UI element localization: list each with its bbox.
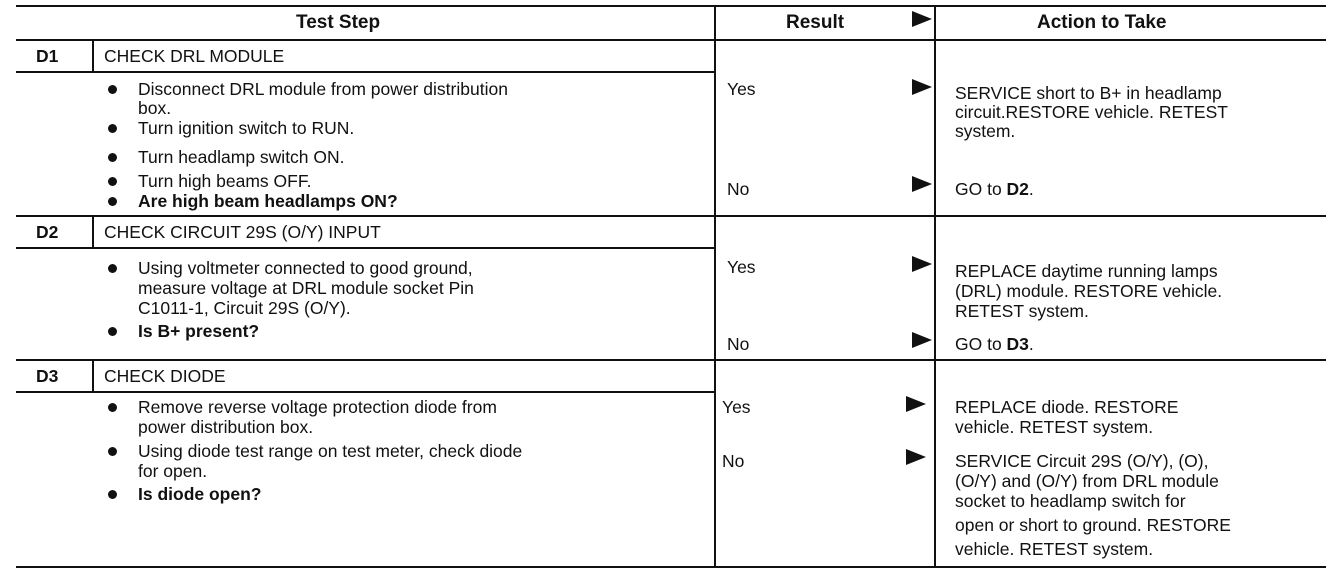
bullet-question: Is B+ present? (138, 321, 260, 341)
step-separator (16, 359, 1326, 361)
action-text: SERVICE Circuit 29S (O/Y), (O), (955, 451, 1209, 471)
result-label: Yes (727, 79, 756, 99)
step-title-underline (16, 247, 714, 249)
header-arrow-icon (912, 11, 932, 27)
bullet-icon (108, 264, 117, 273)
bullet-icon (108, 490, 117, 499)
header-result: Result (786, 12, 845, 33)
result-arrow-icon (912, 256, 932, 272)
bullet-icon (108, 124, 117, 133)
header-bottom-border (16, 39, 1326, 41)
action-text: (DRL) module. RESTORE vehicle. (955, 281, 1223, 301)
step-id: D1 (36, 46, 59, 66)
bullet-icon (108, 177, 117, 186)
header-test-step: Test Step (296, 12, 381, 33)
bullet-question: Is diode open? (138, 484, 262, 504)
bullet-icon (108, 85, 117, 94)
step-title-underline (16, 71, 714, 73)
bullet-icon (108, 153, 117, 162)
table-bottom-border (16, 566, 1326, 568)
result-label: Yes (727, 257, 756, 277)
step-id-divider (92, 361, 94, 391)
bullet-text: power distribution box. (138, 417, 314, 437)
bullet-question: Are high beam headlamps ON? (138, 191, 398, 211)
action-text: RETEST system. (955, 301, 1089, 321)
table-top-border (16, 5, 1326, 7)
step-separator (16, 215, 1326, 217)
action-text: GO to D3. (955, 334, 1034, 354)
bullet-text: Using diode test range on test meter, check diode (138, 441, 523, 461)
action-text: system. (955, 121, 1016, 141)
result-arrow-icon (906, 449, 926, 465)
result-arrow-icon (912, 176, 932, 192)
step-id: D2 (36, 222, 59, 242)
bullet-text: Remove reverse voltage protection diode from (138, 397, 497, 417)
step-id: D3 (36, 366, 59, 386)
result-label: Yes (722, 397, 751, 417)
action-text: REPLACE diode. RESTORE (955, 397, 1179, 417)
action-text: open or short to ground. RESTORE (955, 515, 1231, 535)
action-text: GO to D2. (955, 179, 1034, 199)
step-title: CHECK DIODE (104, 366, 226, 386)
header-action: Action to Take (1037, 12, 1167, 33)
result-label: No (727, 179, 750, 199)
step-reference: D2 (1006, 179, 1029, 199)
step-id-divider (92, 41, 94, 71)
result-column-divider (714, 5, 716, 568)
action-text: circuit.RESTORE vehicle. RETEST (955, 102, 1228, 122)
step-reference: D3 (1006, 334, 1029, 354)
result-label: No (722, 451, 745, 471)
bullet-text: Turn high beams OFF. (138, 171, 312, 191)
bullet-text: for open. (138, 461, 208, 481)
action-text: vehicle. RETEST system. (955, 539, 1154, 559)
bullet-icon (108, 197, 117, 206)
bullet-text: box. (138, 98, 172, 118)
bullet-text: Disconnect DRL module from power distribution (138, 79, 508, 99)
result-arrow-icon (912, 79, 932, 95)
bullet-text: measure voltage at DRL module socket Pin (138, 278, 474, 298)
action-text: socket to headlamp switch for (955, 491, 1186, 511)
action-text: SERVICE short to B+ in headlamp (955, 83, 1222, 103)
bullet-icon (108, 447, 117, 456)
bullet-text: Using voltmeter connected to good ground, (138, 258, 473, 278)
action-text: vehicle. RETEST system. (955, 417, 1154, 437)
bullet-icon (108, 327, 117, 336)
bullet-text: Turn ignition switch to RUN. (138, 118, 355, 138)
result-arrow-icon (906, 396, 926, 412)
step-title-underline (16, 391, 714, 393)
bullet-icon (108, 403, 117, 412)
step-title: CHECK DRL MODULE (104, 46, 285, 66)
action-column-divider (934, 5, 936, 568)
action-text: (O/Y) and (O/Y) from DRL module (955, 471, 1219, 491)
action-text: REPLACE daytime running lamps (955, 261, 1218, 281)
bullet-text: Turn headlamp switch ON. (138, 147, 345, 167)
bullet-text: C1011-1, Circuit 29S (O/Y). (138, 298, 351, 318)
result-label: No (727, 334, 750, 354)
result-arrow-icon (912, 332, 932, 348)
step-title: CHECK CIRCUIT 29S (O/Y) INPUT (104, 222, 381, 242)
step-id-divider (92, 217, 94, 247)
